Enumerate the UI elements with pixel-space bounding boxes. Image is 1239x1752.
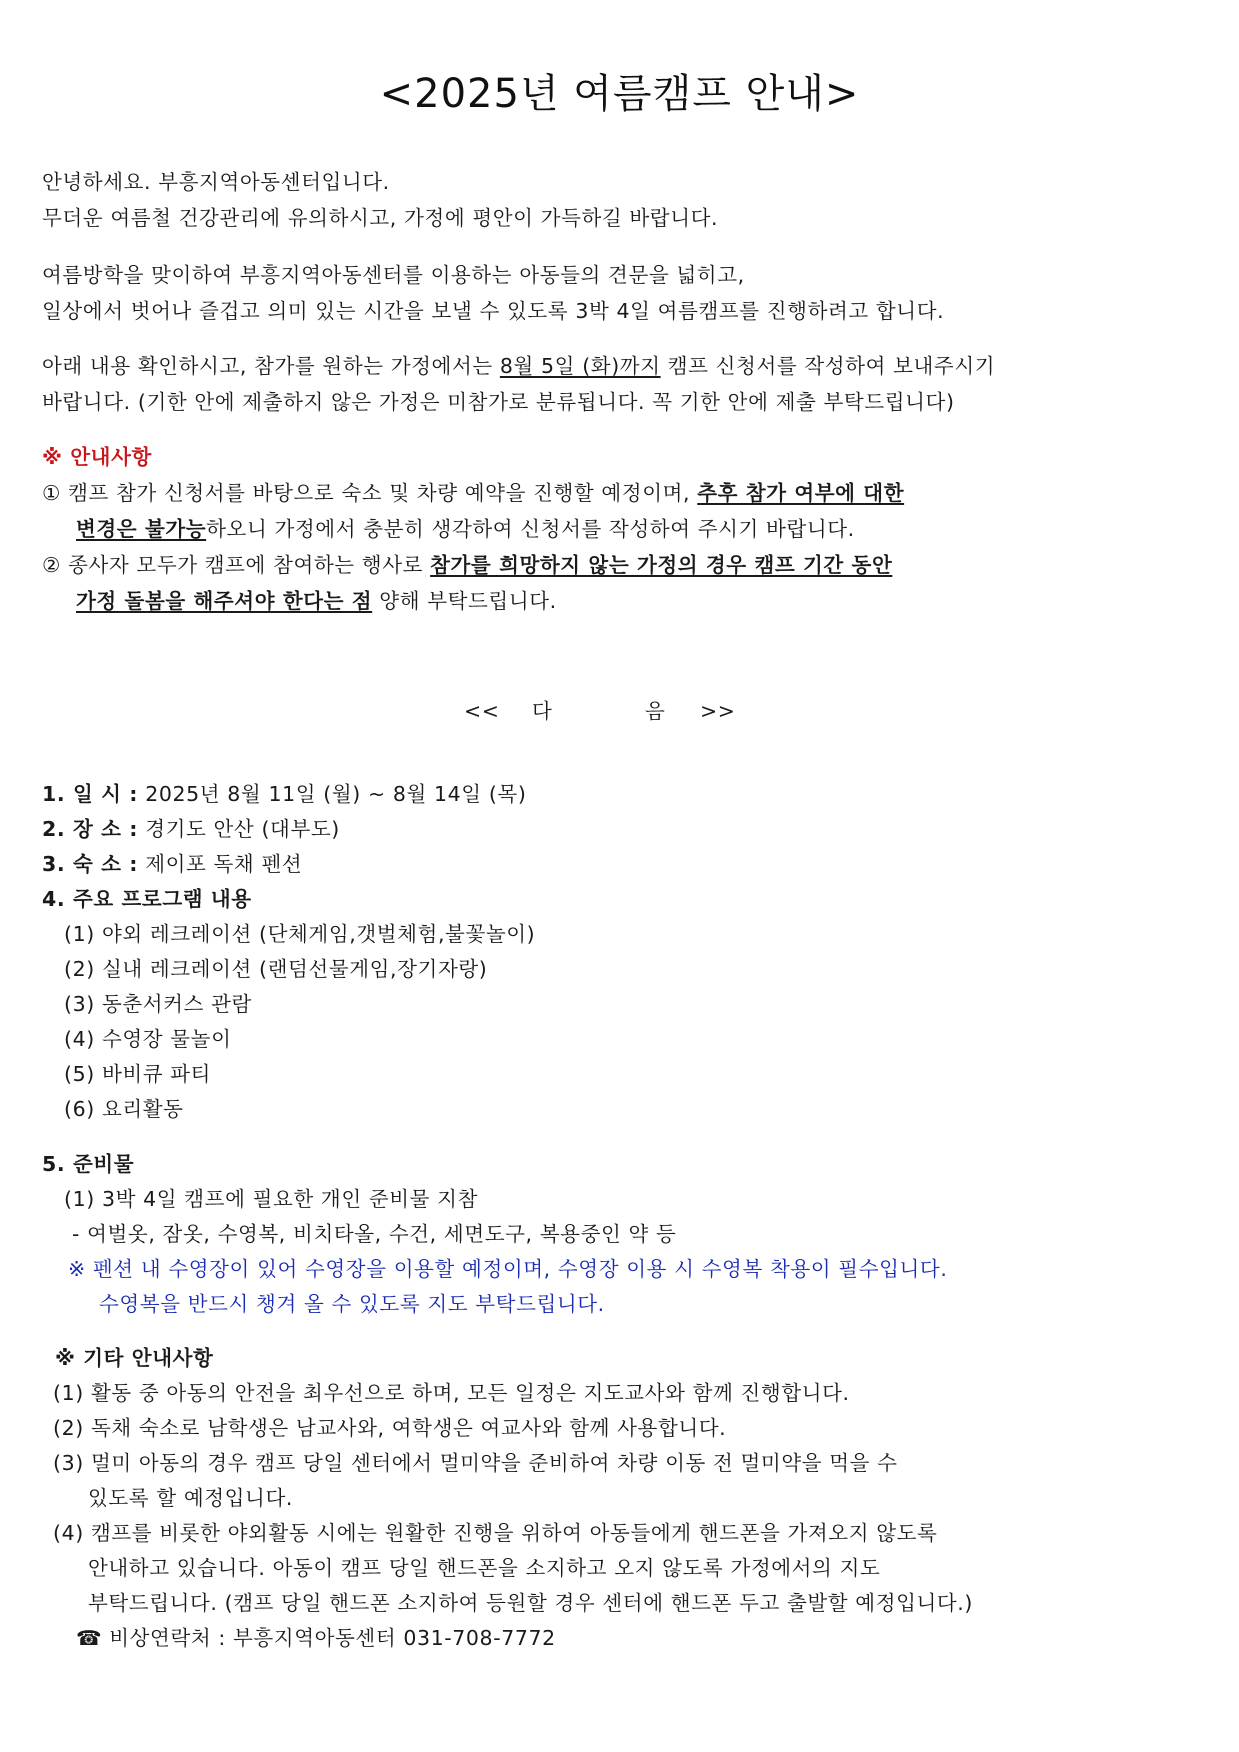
other-item-1: (1) 활동 중 아동의 안전을 최우선으로 하며, 모든 일정은 지도교사와 함께 진행합니다. (53, 1381, 850, 1405)
other-item-4-line-3: 부탁드립니다. (캠프 당일 핸드폰 소지하여 등원할 경우 센터에 핸드폰 두고 출발할 예정입니다.) (88, 1591, 974, 1615)
notice-item-1-text: ① 캠프 참가 신청서를 바탕으로 숙소 및 차량 예약을 진행할 예정이며, (42, 481, 698, 505)
notice-item-2-emphasis-2: 가정 돌봄을 해주셔야 한다는 점 (76, 589, 373, 613)
other-item-2: (2) 독채 숙소로 남학생은 남교사와, 여학생은 여교사와 함께 사용합니다. (53, 1416, 727, 1440)
supplies-note-2: 수영복을 반드시 챙겨 올 수 있도록 지도 부탁드립니다. (99, 1292, 605, 1316)
detail-date-label: 1. 일 시 : (42, 782, 139, 806)
page-title: <2025년 여름캠프 안내> (379, 71, 860, 117)
detail-date-value: 2025년 8월 11일 (월) ~ 8월 14일 (목) (138, 782, 527, 806)
deadline-post: 캠프 신청서를 작성하여 보내주시기 (660, 354, 996, 378)
program-item: (2) 실내 레크레이션 (랜덤선물게임,장기자랑) (64, 957, 488, 981)
greeting-line-2: 무더운 여름철 건강관리에 유의하시고, 가정에 평안이 가득하길 바랍니다. (42, 206, 719, 230)
notice-item-1-rest: 하오니 가정에서 충분히 생각하여 신청서를 작성하여 주시기 바랍니다. (206, 517, 855, 541)
detail-place (42, 815, 340, 843)
divider-char-2: 음 (645, 699, 666, 723)
notice-item-2-emphasis: 참가를 희망하지 않는 가정의 경우 캠프 기간 동안 (430, 553, 893, 577)
notice-item-1-line-2 (76, 515, 855, 543)
program-item: (5) 바비큐 파티 (64, 1062, 212, 1086)
notice-heading: ※ 안내사항 (42, 445, 152, 469)
notice-item-2-line-2 (76, 587, 557, 615)
deadline-line-2: 바랍니다. (기한 안에 제출하지 않은 가정은 미참가로 분류됩니다. 꼭 기한 안에 제출 부탁드립니다) (42, 390, 955, 414)
other-item-4-line-1: (4) 캠프를 비롯한 야외활동 시에는 원활한 진행을 위하여 아동들에게 핸드폰을 가져오지 않도록 (53, 1521, 938, 1545)
program-item: (4) 수영장 물놀이 (64, 1027, 232, 1051)
supplies-note-1: ※ 펜션 내 수영장이 있어 수영장을 이용할 예정이며, 수영장 이용 시 수영복 착용이 필수입니다. (68, 1257, 948, 1281)
deadline-line-1 (42, 352, 995, 380)
notice-item-1-emphasis: 추후 참가 여부에 대한 (697, 481, 905, 505)
deadline-date: 8월 5일 (화)까지 (499, 354, 661, 378)
detail-program-label: 4. 주요 프로그램 내용 (42, 887, 252, 911)
divider-char-1: 다 (532, 699, 553, 723)
notice-item-2-rest: 양해 부탁드립니다. (372, 589, 557, 613)
intro-line-2: 일상에서 벗어나 즐겁고 의미 있는 시간을 보낼 수 있도록 3박 4일 여름캠프를 진행하려고 합니다. (42, 299, 945, 323)
supplies-line-1: (1) 3박 4일 캠프에 필요한 개인 준비물 지참 (64, 1187, 478, 1211)
program-item: (6) 요리활동 (64, 1097, 184, 1121)
divider-right: >> (700, 699, 736, 723)
detail-lodging-label: 3. 숙 소 : (42, 852, 139, 876)
greeting-line-1: 안녕하세요. 부흥지역아동센터입니다. (42, 170, 390, 194)
notice-item-2-line-1 (42, 551, 892, 579)
deadline-pre: 아래 내용 확인하시고, 참가를 원하는 가정에서는 (42, 354, 500, 378)
notice-item-1-emphasis-2: 변경은 불가능 (76, 517, 207, 541)
detail-lodging (42, 850, 302, 878)
other-item-4-line-2: 안내하고 있습니다. 아동이 캠프 당일 핸드폰을 소지하고 오지 않도록 가정에서의 지도 (88, 1556, 881, 1580)
detail-place-label: 2. 장 소 : (42, 817, 139, 841)
detail-lodging-value: 제이포 독채 펜션 (138, 852, 303, 876)
detail-date (42, 780, 526, 808)
program-item: (1) 야외 레크레이션 (단체게임,갯벌체험,불꽃놀이) (64, 922, 536, 946)
detail-supplies-label: 5. 준비물 (42, 1152, 135, 1176)
intro-line-1: 여름방학을 맞이하여 부흥지역아동센터를 이용하는 아동들의 견문을 넓히고, (42, 263, 745, 287)
notice-item-1-line-1 (42, 479, 904, 507)
divider-left: << (464, 699, 500, 723)
program-item: (3) 동춘서커스 관람 (64, 992, 252, 1016)
notice-item-2-text: ② 종사자 모두가 캠프에 참여하는 행사로 (42, 553, 431, 577)
supplies-line-2: - 여벌옷, 잠옷, 수영복, 비치타올, 수건, 세면도구, 복용중인 약 등 (72, 1222, 677, 1246)
other-heading: ※ 기타 안내사항 (55, 1346, 214, 1370)
other-item-3-line-2: 있도록 할 예정입니다. (88, 1486, 293, 1510)
detail-place-value: 경기도 안산 (대부도) (138, 817, 340, 841)
other-item-3-line-1: (3) 멀미 아동의 경우 캠프 당일 센터에서 멀미약을 준비하여 차량 이동 전 멀미약을 먹을 수 (53, 1451, 898, 1475)
emergency-contact: ☎ 비상연락처 : 부흥지역아동센터 031-708-7772 (76, 1626, 556, 1650)
